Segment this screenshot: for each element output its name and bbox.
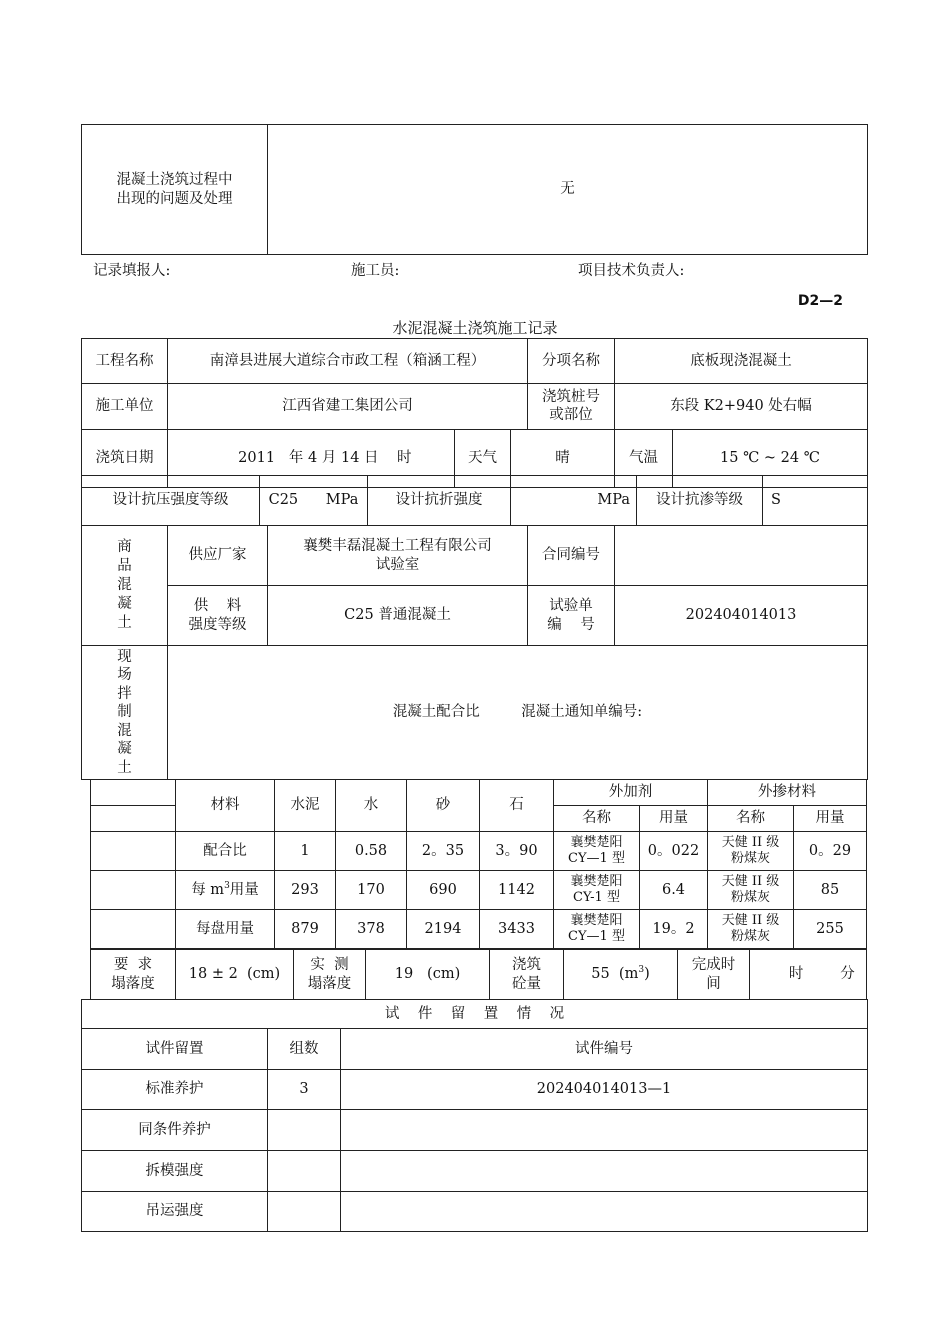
grade-value: C25 普通混凝土	[268, 586, 528, 646]
slump-table	[90, 949, 867, 1000]
problem-label-cell	[82, 125, 268, 255]
mix-row-label-a: 每 m	[191, 881, 225, 898]
slump-actual-value: 19 (cm)	[366, 950, 490, 1000]
slump-actual-label	[294, 950, 366, 1000]
mix-head-water: 水	[336, 780, 407, 832]
contractor-value: 江西省建工集团公司	[168, 384, 528, 430]
volume-unit-a: (m	[618, 966, 639, 983]
mix-row-label: 每盘用量	[176, 910, 275, 949]
date-hour-unit: 时	[396, 449, 412, 466]
mix-adm-name-1: 襄樊楚阳	[570, 834, 623, 850]
form-title: 水泥混凝土浇筑施工记录	[392, 319, 558, 337]
problem-label-line2: 出现的问题及处理	[116, 190, 233, 207]
recorder-label: 记录填报人:	[93, 263, 171, 279]
location-value: 东段 K2+940 处右幅	[615, 384, 868, 430]
info-table-1	[81, 338, 868, 430]
mix-water: 170	[336, 871, 407, 910]
specimen-col3: 试件编号	[341, 1029, 868, 1070]
onsite-char-3: 拌	[117, 685, 132, 702]
problem-table	[81, 124, 868, 255]
specimen-number	[341, 1151, 868, 1192]
mix-add-name-2: 粉煤灰	[730, 929, 770, 944]
volume-label-1: 浇筑	[512, 956, 541, 973]
specimen-row	[82, 1110, 868, 1151]
supplier-value-2: 试验室	[375, 556, 420, 573]
compress-grade: C25	[268, 492, 299, 509]
mix-sand: 2。35	[407, 832, 480, 871]
commercial-table	[81, 525, 868, 646]
mix-add-name	[708, 910, 794, 949]
onsite-char-7: 土	[117, 759, 132, 776]
test-value: 202404014013	[615, 586, 868, 646]
mix-head-sand: 砂	[407, 780, 480, 832]
project-value: 南漳县进展大道综合市政工程（箱涵工程）	[168, 339, 528, 384]
mix-head-add-name: 名称	[708, 806, 794, 832]
mix-head-add-amount: 用量	[794, 806, 867, 832]
mix-adm-name-1: 襄樊楚阳	[570, 912, 623, 928]
mix-adm-name-2: CY-1 型	[573, 890, 620, 905]
mix-row-label-b: 用量	[229, 881, 259, 898]
problem-label-line1: 混凝土浇筑过程中	[116, 171, 233, 188]
mix-row-blank	[91, 832, 176, 871]
mix-row-blank	[91, 910, 176, 949]
mix-add-name	[708, 832, 794, 871]
slump-req-label	[91, 950, 176, 1000]
compress-value	[260, 476, 368, 526]
specimen-number: 202404014013—1	[341, 1070, 868, 1110]
mix-head-admixture: 外加剂	[554, 780, 708, 806]
mix-adm-name	[554, 910, 640, 949]
mix-water: 0.58	[336, 832, 407, 871]
finish-label-1: 完成时	[691, 956, 736, 973]
date-month: 4	[308, 449, 318, 466]
specimen-row	[82, 1070, 868, 1110]
specimen-number	[341, 1110, 868, 1151]
location-label	[528, 384, 615, 430]
subitem-label: 分项名称	[528, 339, 615, 384]
mix-add-name-2: 粉煤灰	[730, 890, 770, 905]
onsite-char-6: 凝	[117, 741, 132, 758]
mix-corner	[91, 780, 176, 806]
grade-label-2: 强度等级	[188, 616, 247, 633]
onsite-char-4: 制	[117, 704, 132, 721]
volume-label-2: 砼量	[512, 975, 541, 992]
mix-adm-name	[554, 871, 640, 910]
slump-req-label-1: 要 求	[113, 956, 153, 973]
mix-add-amount: 0。29	[794, 832, 867, 871]
commercial-char-1: 商	[117, 539, 132, 556]
specimen-count	[268, 1110, 341, 1151]
date-year: 2011	[238, 449, 276, 466]
slump-actual-label-1: 实 测	[310, 956, 349, 973]
specimen-count	[268, 1151, 341, 1192]
volume-label	[490, 950, 564, 1000]
finish-min: 分	[840, 966, 855, 983]
slump-actual-label-2: 塌落度	[307, 975, 352, 992]
weather-value: 晴	[511, 430, 615, 488]
compress-label: 设计抗压强度等级	[82, 476, 260, 526]
test-label-2: 编 号	[547, 616, 595, 633]
mix-stone: 3433	[480, 910, 554, 949]
specimen-row	[82, 1151, 868, 1192]
flex-value: MPa	[511, 476, 637, 526]
mix-row-label-sup: 3	[224, 880, 230, 891]
mix-row-ratio	[91, 832, 867, 871]
specimen-count: 3	[268, 1070, 341, 1110]
mix-adm-amount: 0。022	[640, 832, 708, 871]
specimen-label: 标准养护	[82, 1070, 268, 1110]
commercial-char-5: 土	[117, 614, 132, 631]
mix-adm-amount: 6.4	[640, 871, 708, 910]
contract-value	[615, 526, 868, 586]
specimen-label: 拆模强度	[82, 1151, 268, 1192]
problem-value: 无	[268, 125, 868, 255]
specimen-number	[341, 1192, 868, 1232]
flex-label: 设计抗折强度	[368, 476, 511, 526]
mix-add-amount: 255	[794, 910, 867, 949]
finish-label-2: 间	[706, 975, 721, 992]
onsite-table	[81, 645, 868, 780]
form-code: D2—2	[797, 293, 843, 309]
onsite-content	[168, 646, 868, 780]
finish-label	[678, 950, 750, 1000]
grade-label-1: 供 料	[193, 597, 242, 614]
grade-label	[168, 586, 268, 646]
mix-add-name-1: 天健 II 级	[721, 834, 780, 850]
date-month-unit: 月	[321, 449, 337, 466]
finish-value	[750, 950, 867, 1000]
mix-adm-name-2: CY—1 型	[568, 851, 625, 866]
mix-row-label	[176, 871, 275, 910]
seep-value: S	[763, 476, 868, 526]
onsite-char-2: 场	[117, 667, 132, 684]
supplier-value-1: 襄樊丰磊混凝土工程有限公司	[303, 537, 492, 554]
mix-table	[90, 779, 867, 949]
mix-head-stone: 石	[480, 780, 554, 832]
mix-stone: 1142	[480, 871, 554, 910]
mix-add-name-2: 粉煤灰	[730, 851, 770, 866]
date-year-unit: 年	[288, 449, 304, 466]
mix-ratio-label: 混凝土配合比	[392, 704, 480, 721]
tech-lead-label: 项目技术负责人:	[578, 263, 685, 279]
date-label: 浇筑日期	[82, 430, 168, 488]
mix-row-per-m3	[91, 871, 867, 910]
test-label	[528, 586, 615, 646]
mix-sand: 690	[407, 871, 480, 910]
temp-label: 气温	[615, 430, 673, 488]
contract-label: 合同编号	[528, 526, 615, 586]
slump-req-label-2: 塌落度	[111, 975, 155, 992]
mix-stone: 3。90	[480, 832, 554, 871]
seep-label: 设计抗渗等级	[637, 476, 763, 526]
specimen-col1: 试件留置	[82, 1029, 268, 1070]
mix-head-material: 材料	[176, 780, 275, 832]
project-label: 工程名称	[82, 339, 168, 384]
date-day-unit: 日	[364, 449, 379, 466]
supplier-label: 供应厂家	[168, 526, 268, 586]
date-day: 14	[340, 449, 360, 466]
compress-unit: MPa	[325, 492, 359, 509]
mix-add-name	[708, 871, 794, 910]
volume-unit-b: )	[644, 966, 650, 983]
mix-corner-2	[91, 806, 176, 832]
commercial-char-2: 品	[117, 558, 132, 575]
weather-label: 天气	[455, 430, 511, 488]
subitem-value: 底板现浇混凝土	[615, 339, 868, 384]
mix-add-name-1: 天健 II 级	[721, 912, 780, 928]
mix-row-label: 配合比	[176, 832, 275, 871]
mix-head-adm-name: 名称	[554, 806, 640, 832]
specimen-row	[82, 1192, 868, 1232]
mix-cement: 293	[275, 871, 336, 910]
specimen-title: 试 件 留 置 情 况	[82, 1000, 868, 1029]
mix-add-name-1: 天健 II 级	[721, 873, 780, 889]
mix-cement: 879	[275, 910, 336, 949]
mix-row-blank	[91, 871, 176, 910]
commercial-char-3: 混	[117, 577, 132, 594]
mix-row-per-batch	[91, 910, 867, 949]
volume-unit-sup: 3	[638, 965, 645, 976]
mix-water: 378	[336, 910, 407, 949]
mix-adm-amount: 19。2	[640, 910, 708, 949]
mix-adm-name	[554, 832, 640, 871]
specimen-table	[81, 999, 868, 1232]
design-table	[81, 475, 868, 526]
slump-req-value: 18 ± 2 (cm)	[176, 950, 294, 1000]
mix-add-amount: 85	[794, 871, 867, 910]
mix-adm-name-2: CY—1 型	[568, 929, 625, 944]
specimen-col2: 组数	[268, 1029, 341, 1070]
constructor-label: 施工员:	[351, 263, 400, 279]
temp-value: 15 ℃ ~ 24 ℃	[673, 430, 868, 488]
specimen-label: 同条件养护	[82, 1110, 268, 1151]
location-label-2: 或部位	[549, 406, 593, 423]
mix-head-adm-amount: 用量	[640, 806, 708, 832]
supplier-value	[268, 526, 528, 586]
finish-hour: 时	[788, 966, 804, 983]
volume-value	[564, 950, 678, 1000]
mix-adm-name-1: 襄樊楚阳	[570, 873, 623, 889]
mix-head-additive: 外掺材料	[708, 780, 867, 806]
volume-number: 55	[591, 966, 610, 983]
mix-cement: 1	[275, 832, 336, 871]
commercial-char-4: 凝	[117, 595, 132, 612]
specimen-label: 吊运强度	[82, 1192, 268, 1232]
specimen-count	[268, 1192, 341, 1232]
test-label-1: 试验单	[549, 597, 593, 614]
commercial-section-label	[82, 526, 168, 646]
location-label-1: 浇筑桩号	[542, 389, 600, 406]
onsite-char-5: 混	[117, 722, 132, 739]
mix-head-cement: 水泥	[275, 780, 336, 832]
notice-label: 混凝土通知单编号:	[521, 704, 643, 721]
mix-sand: 2194	[407, 910, 480, 949]
contractor-label: 施工单位	[82, 384, 168, 430]
onsite-section-label	[82, 646, 168, 780]
onsite-char-1: 现	[117, 648, 132, 665]
